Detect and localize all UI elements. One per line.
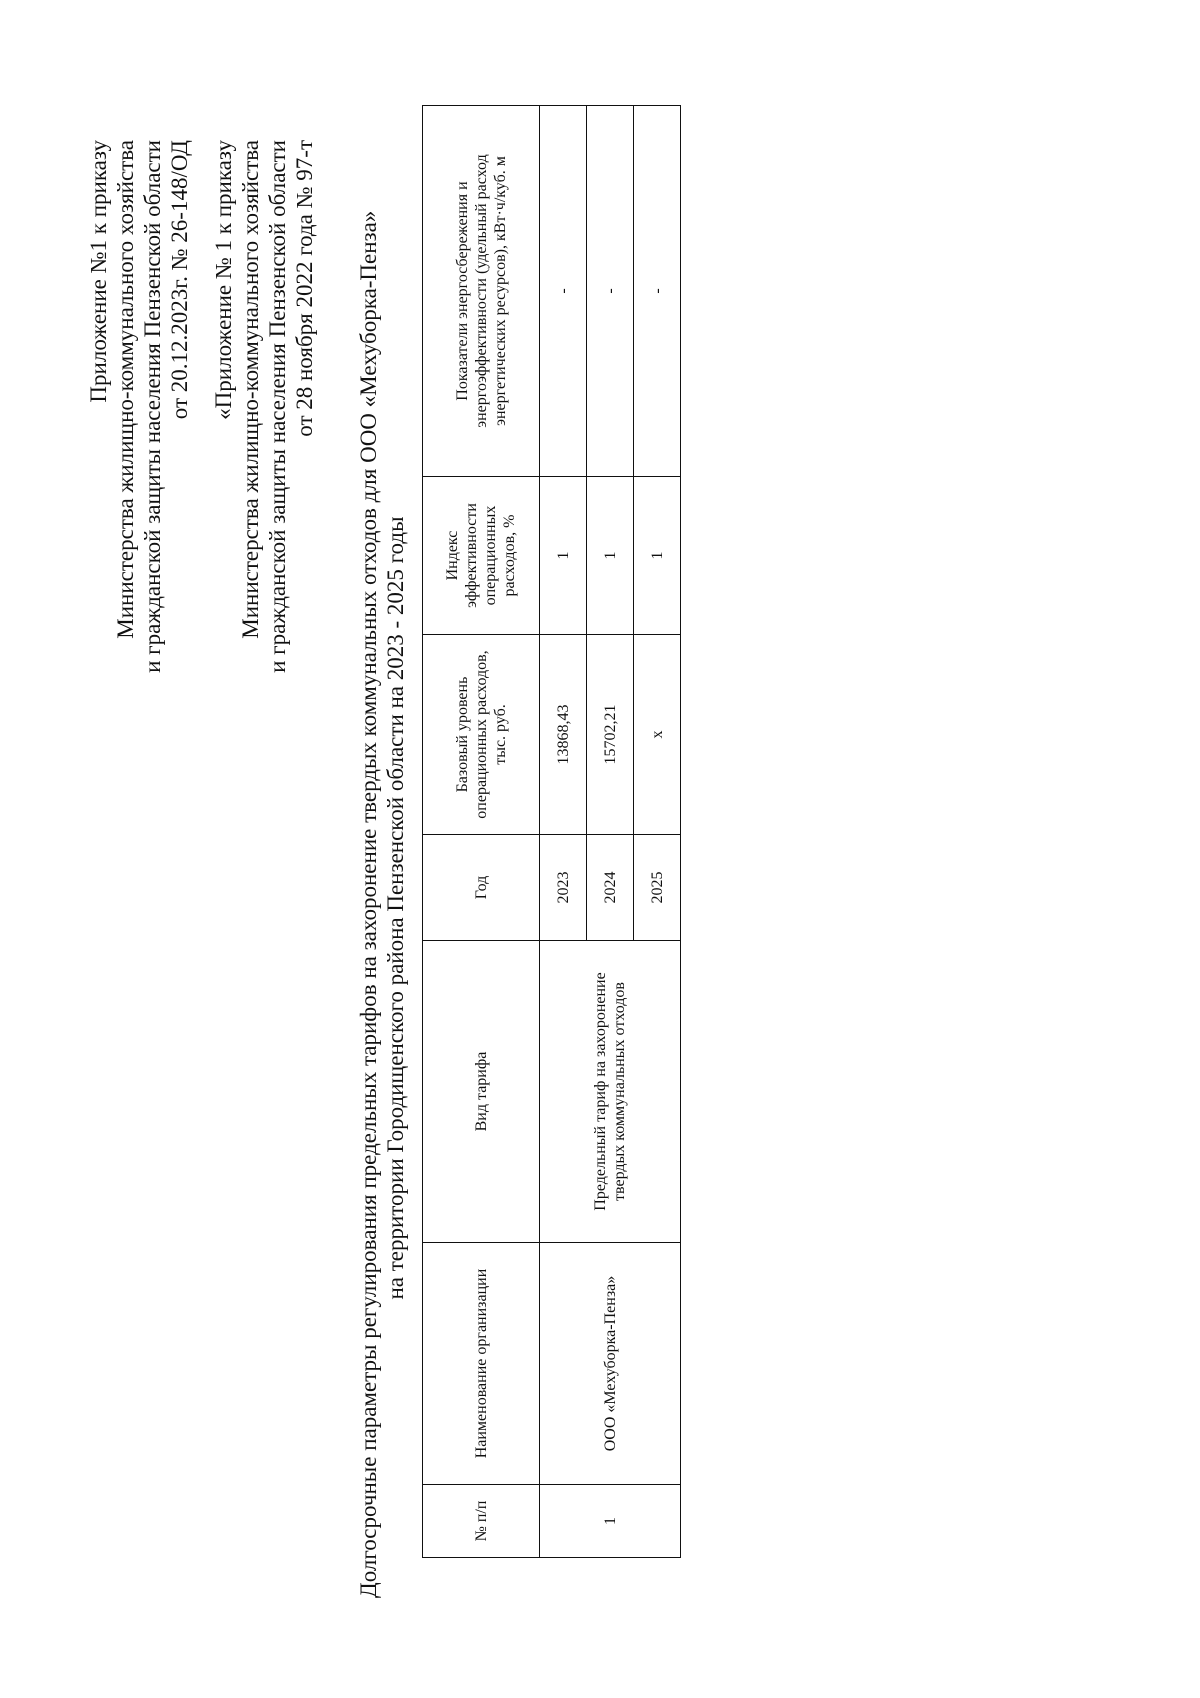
appendix-header-previous xyxy=(210,140,318,673)
cell-base-expenses: 13868,43 xyxy=(540,635,587,835)
table-header-row xyxy=(423,106,540,1558)
appendix-header-line: и гражданской защиты населения Пензенской области xyxy=(140,140,165,673)
cell-tariff-type: Предельный тариф на захоронение твердых коммунальных отходов xyxy=(540,941,681,1243)
table-row xyxy=(540,106,587,1558)
cell-energy-indicators: - xyxy=(634,106,681,477)
cell-year: 2023 xyxy=(540,835,587,941)
appendix-header-line: «Приложение № 1 к приказу xyxy=(211,140,236,420)
cell-efficiency-index: 1 xyxy=(540,477,587,635)
header-year: Год xyxy=(423,835,540,941)
cell-efficiency-index: 1 xyxy=(587,477,634,635)
document-title-line: Долгосрочные параметры регулирования предельных тарифов на захоронение твердых коммунальных отходов для ООО «Мехуборка-Пенза» xyxy=(356,210,381,1598)
header-base-expenses: Базовый уровень операционных расходов, тыс. руб. xyxy=(423,635,540,835)
header-organization: Наименование организации xyxy=(423,1243,540,1485)
appendix-header-line: от 28 ноября 2022 года № 97-т xyxy=(292,140,317,437)
appendix-header-line: от 20.12.2023г. № 26-148/ОД xyxy=(167,140,192,420)
cell-base-expenses: х xyxy=(634,635,681,835)
cell-efficiency-index: 1 xyxy=(634,477,681,635)
tariff-parameters-table xyxy=(422,105,681,1558)
cell-energy-indicators: - xyxy=(540,106,587,477)
appendix-header-line: и гражданской защиты населения Пензенской области xyxy=(265,140,290,673)
document-title xyxy=(355,210,409,1598)
appendix-header-line: Министерства жилищно-коммунального хозяйства xyxy=(113,140,138,639)
header-number: № п/п xyxy=(423,1485,540,1558)
cell-base-expenses: 15702,21 xyxy=(587,635,634,835)
cell-number: 1 xyxy=(540,1485,681,1558)
appendix-header-current xyxy=(85,140,193,673)
cell-energy-indicators: - xyxy=(587,106,634,477)
cell-organization: ООО «Мехуборка-Пенза» xyxy=(540,1243,681,1485)
header-energy-indicators: Показатели энергосбережения и энергоэффективности (удельный расход энергетических ресурсов), кВт·ч/куб. м xyxy=(423,106,540,477)
cell-year: 2025 xyxy=(634,835,681,941)
appendix-header-line: Приложение №1 к приказу xyxy=(86,140,111,403)
header-efficiency-index: Индекс эффективности операционных расходов, % xyxy=(423,477,540,635)
appendix-header-line: Министерства жилищно-коммунального хозяйства xyxy=(238,140,263,639)
header-tariff-type: Вид тарифа xyxy=(423,941,540,1243)
document-title-line: на территории Городищенского района Пензенской области на 2023 - 2025 годы xyxy=(383,516,408,1300)
cell-year: 2024 xyxy=(587,835,634,941)
